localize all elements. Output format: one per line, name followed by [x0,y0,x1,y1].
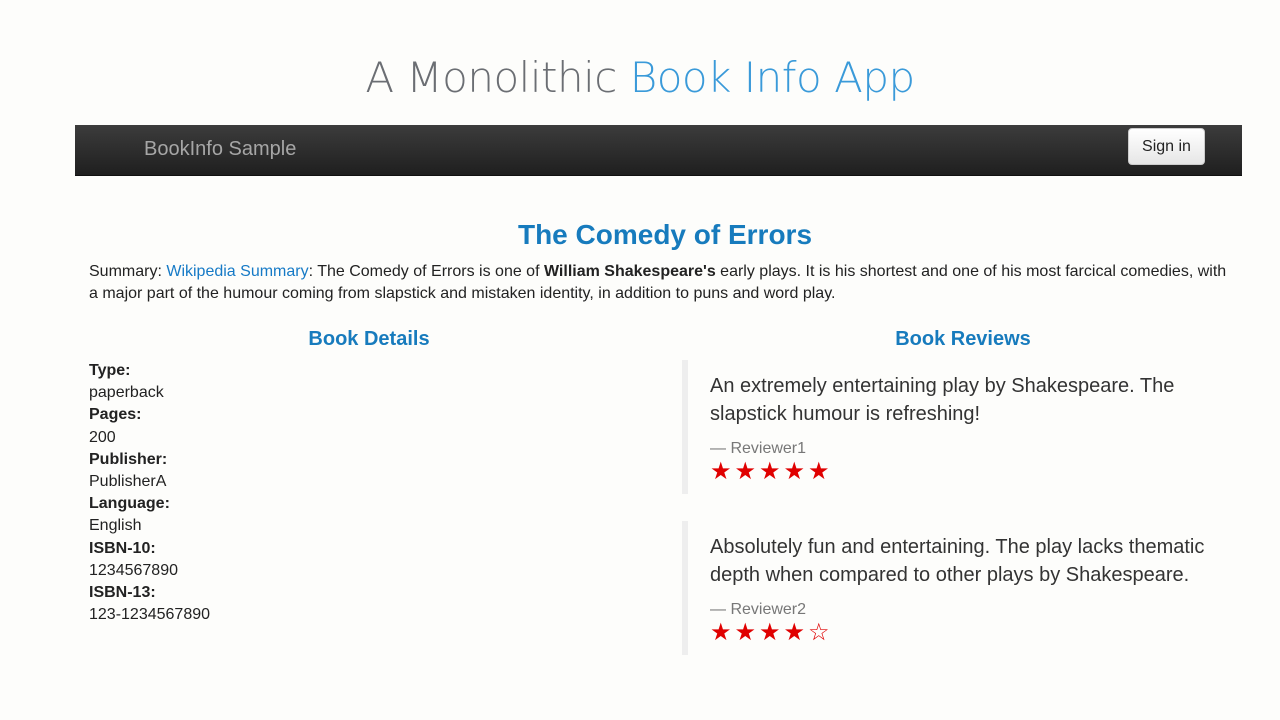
type-label: Type: [89,362,131,379]
review-card [682,360,1222,494]
book-title: The Comedy of Errors [517,219,813,250]
summary-author: William Shakespeare's [543,263,716,280]
isbn10-value: 1234567890 [89,561,178,579]
star-filled-icon: ★ [759,458,781,485]
star-filled-icon: ★ [734,458,757,485]
pages-value: 200 [89,428,116,446]
book-reviews-heading: Book Reviews [895,328,1031,350]
star-filled-icon: ★ [734,619,757,646]
isbn13-label: ISBN-13: [89,584,156,602]
review-text: An extremely entertaining play by Shakespeare. The slapstick humour is refreshing! [710,375,1175,425]
star-rating [710,460,1222,484]
banner-title-part1: A Monolithic [365,53,617,102]
review-card [682,521,1222,655]
navbar [75,125,1242,176]
star-filled-icon: ★ [783,458,806,485]
book-summary [89,261,1229,305]
language-value: English [89,517,142,535]
book-details-list [89,360,489,626]
star-empty-icon: ☆ [808,619,830,646]
star-filled-icon: ★ [710,619,732,646]
summary-label: Summary: [89,263,167,280]
banner-title-part2: Book Info App [629,53,915,102]
book-details-heading: Book Details [308,328,430,350]
summary-text-1: : The Comedy of Errors is one of [308,263,544,280]
pages-label: Pages: [89,406,142,424]
reviewer-name: — Reviewer1 [710,440,807,457]
summary-text-2: early plays. It is his shortest and one of his most farcical comedies, with a major part of the humour coming from slapstick and mistaken identity, in addition to puns and word play. [89,263,1227,302]
navbar-brand-link[interactable]: BookInfo Sample [144,138,297,160]
isbn10-label: ISBN-10: [89,539,156,557]
sign-in-button[interactable]: Sign in [1128,128,1205,165]
star-filled-icon: ★ [759,619,781,646]
star-rating [710,621,1222,645]
publisher-value: PublisherA [89,473,167,491]
language-label: Language: [89,495,170,513]
publisher-label: Publisher: [89,450,168,468]
star-filled-icon: ★ [808,458,830,485]
reviewer-name: — Reviewer2 [710,601,807,618]
isbn13-value: 123-1234567890 [89,606,211,624]
app-banner [0,48,1280,108]
review-text: Absolutely fun and entertaining. The play lacks thematic depth when compared to other plays by Shakespeare. [710,536,1205,586]
wikipedia-summary-link[interactable]: Wikipedia Summary [166,263,309,280]
star-filled-icon: ★ [783,619,806,646]
type-value: paperback [89,384,164,402]
star-filled-icon: ★ [710,458,732,485]
